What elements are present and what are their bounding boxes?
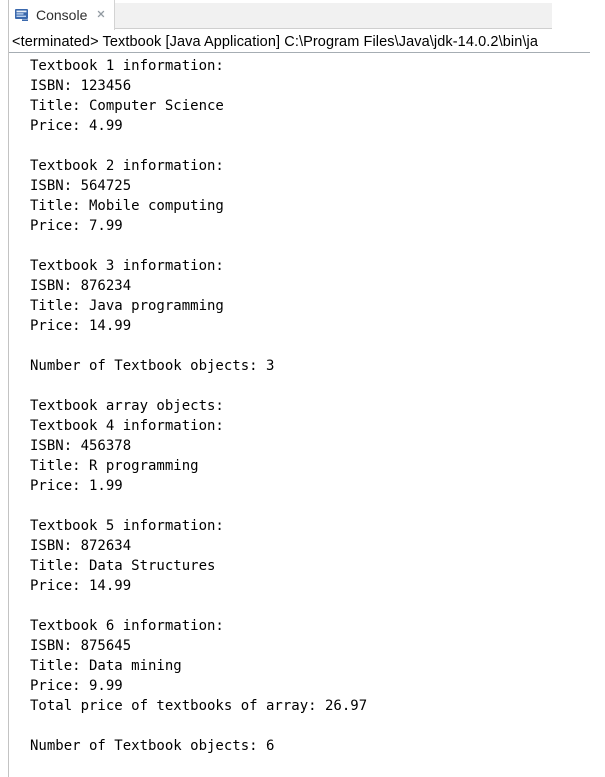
console-line: Number of Textbook objects: 6	[30, 738, 275, 754]
console-line: Price: 7.99	[30, 218, 123, 234]
console-line: Total price of textbooks of array: 26.97	[30, 698, 368, 714]
console-line: Price: 4.99	[30, 118, 123, 134]
console-line: Title: Data Structures	[30, 558, 216, 574]
tabbar-empty-area	[115, 3, 552, 29]
tab-console-label: Console	[36, 7, 88, 23]
console-line: ISBN: 123456	[30, 78, 132, 94]
console-line: Title: Mobile computing	[30, 198, 224, 214]
console-line: Title: Computer Science	[30, 98, 224, 114]
console-line: Textbook 5 information:	[30, 518, 224, 534]
console-icon	[14, 7, 30, 23]
console-line: Price: 14.99	[30, 578, 132, 594]
console-line: Price: 1.99	[30, 478, 123, 494]
console-line	[30, 336, 605, 356]
tab-console[interactable]	[9, 0, 115, 30]
console-line	[30, 136, 605, 156]
console-line: Textbook 2 information:	[30, 158, 224, 174]
console-line: Textbook 4 information:	[30, 418, 224, 434]
console-line: Number of Textbook objects: 3	[30, 358, 275, 374]
console-line: Textbook 1 information:	[30, 58, 224, 74]
console-line	[30, 716, 605, 736]
console-line: Textbook array objects:	[30, 398, 224, 414]
console-line	[30, 496, 605, 516]
console-line	[30, 596, 605, 616]
console-line: Textbook 6 information:	[30, 618, 224, 634]
launch-status-text: <terminated> Textbook [Java Application] C:\Program Files\Java\jdk-14.0.2\bin\ja	[12, 34, 538, 50]
console-line	[30, 236, 605, 256]
console-line: Textbook 3 information:	[30, 258, 224, 274]
console-line: Title: Java programming	[30, 298, 224, 314]
console-line: Price: 9.99	[30, 678, 123, 694]
console-line: Title: R programming	[30, 458, 199, 474]
console-view	[8, 0, 605, 777]
tab-close-icon[interactable]: ✕	[96, 8, 106, 21]
console-line: ISBN: 564725	[30, 178, 132, 194]
console-status-row	[9, 30, 590, 53]
console-output[interactable]	[9, 53, 605, 756]
console-line: ISBN: 876234	[30, 278, 132, 294]
console-line: Title: Data mining	[30, 658, 182, 674]
console-line: Price: 14.99	[30, 318, 132, 334]
console-line: ISBN: 875645	[30, 638, 132, 654]
console-line: ISBN: 872634	[30, 538, 132, 554]
console-line	[30, 376, 605, 396]
console-line: ISBN: 456378	[30, 438, 132, 454]
console-tabbar	[9, 0, 605, 30]
